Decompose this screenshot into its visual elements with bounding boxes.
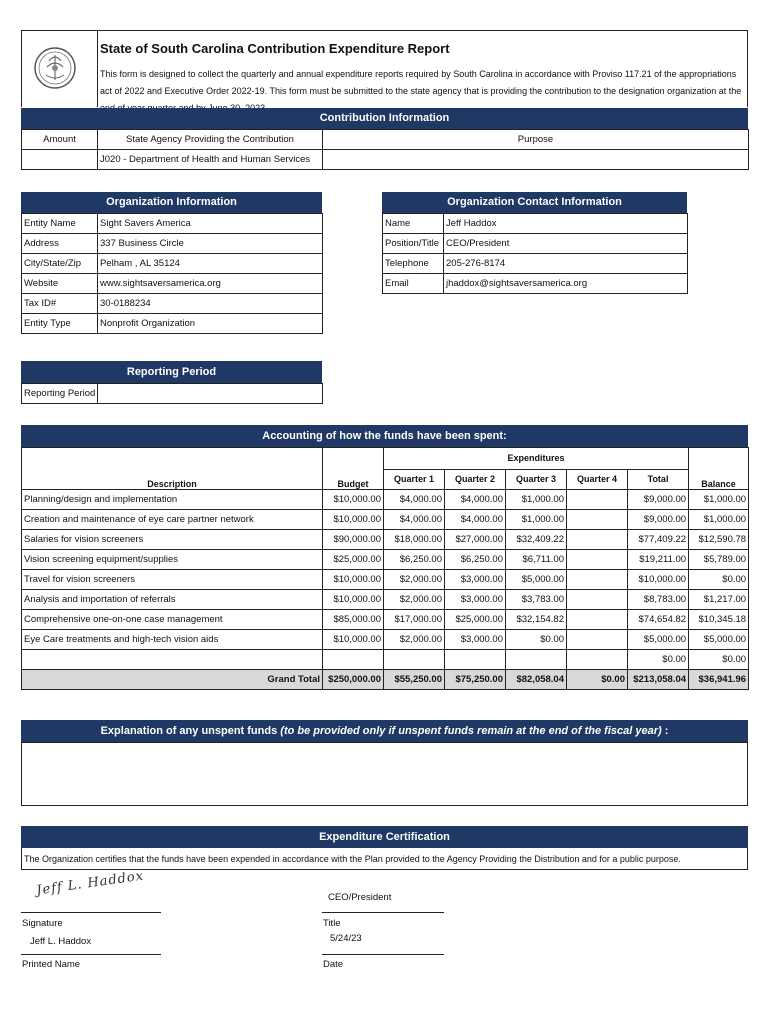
cell-total[interactable]: $19,211.00 bbox=[628, 550, 689, 570]
table-row bbox=[22, 510, 749, 530]
agency-field[interactable]: J020 - Department of Health and Human Services bbox=[98, 150, 323, 170]
contact-row bbox=[383, 214, 688, 234]
org-row bbox=[22, 294, 323, 314]
cell-budget[interactable]: $10,000.00 bbox=[323, 570, 384, 590]
cell-q2[interactable]: $3,000.00 bbox=[445, 590, 506, 610]
cell-total[interactable]: $0.00 bbox=[628, 650, 689, 670]
cell-balance[interactable]: $1,000.00 bbox=[689, 490, 749, 510]
unspent-title-main: Explanation of any unspent funds bbox=[100, 725, 281, 737]
unspent-explanation-field[interactable] bbox=[21, 742, 748, 806]
grand-total-balance: $36,941.96 bbox=[689, 670, 749, 690]
contribution-section-title: Contribution Information bbox=[21, 108, 748, 129]
signature-line bbox=[21, 912, 161, 913]
table-row bbox=[22, 550, 749, 570]
cell-q2[interactable]: $6,250.00 bbox=[445, 550, 506, 570]
date-value[interactable]: 5/24/23 bbox=[330, 933, 362, 944]
cell-balance[interactable]: $1,217.00 bbox=[689, 590, 749, 610]
quarter-1-header: Quarter 1 bbox=[384, 469, 445, 490]
cell-q2[interactable]: $27,000.00 bbox=[445, 530, 506, 550]
printed-name-label: Printed Name bbox=[22, 959, 81, 970]
cell-balance[interactable]: $5,000.00 bbox=[689, 630, 749, 650]
cell-description[interactable]: Travel for vision screeners bbox=[22, 570, 323, 590]
reporting-table bbox=[21, 383, 323, 404]
cell-budget[interactable]: $10,000.00 bbox=[323, 510, 384, 530]
org-row bbox=[22, 314, 323, 334]
cell-q1[interactable]: $6,250.00 bbox=[384, 550, 445, 570]
cell-description[interactable]: Creation and maintenance of eye care partner network bbox=[22, 510, 323, 530]
cell-q4[interactable] bbox=[567, 530, 628, 550]
contact-section-title: Organization Contact Information bbox=[382, 192, 687, 213]
cell-q3[interactable]: $32,154.82 bbox=[506, 610, 567, 630]
cell-budget[interactable]: $85,000.00 bbox=[323, 610, 384, 630]
cell-balance[interactable]: $5,789.00 bbox=[689, 550, 749, 570]
grand-total-label: Grand Total bbox=[22, 670, 323, 690]
org-label: Tax ID# bbox=[22, 294, 98, 314]
report-title: State of South Carolina Contribution Expenditure Report bbox=[100, 41, 450, 56]
entity-type-field[interactable]: Nonprofit Organization bbox=[98, 314, 323, 334]
cell-total[interactable]: $9,000.00 bbox=[628, 490, 689, 510]
cell-q2[interactable]: $3,000.00 bbox=[445, 570, 506, 590]
cell-q3[interactable] bbox=[506, 650, 567, 670]
cell-budget[interactable]: $25,000.00 bbox=[323, 550, 384, 570]
website-field[interactable]: www.sightsaversamerica.org bbox=[98, 274, 323, 294]
contact-row bbox=[383, 254, 688, 274]
cell-total[interactable]: $9,000.00 bbox=[628, 510, 689, 530]
cell-q2[interactable]: $25,000.00 bbox=[445, 610, 506, 630]
org-label: Entity Type bbox=[22, 314, 98, 334]
cell-q2[interactable]: $4,000.00 bbox=[445, 490, 506, 510]
cell-q4[interactable] bbox=[567, 550, 628, 570]
title-label: Title bbox=[323, 918, 341, 929]
printed-name-line bbox=[21, 954, 161, 955]
contribution-table bbox=[21, 129, 749, 170]
organization-section-title: Organization Information bbox=[21, 192, 322, 213]
org-row bbox=[22, 254, 323, 274]
printed-name-value[interactable]: Jeff L. Haddox bbox=[30, 936, 92, 947]
reporting-period-field[interactable] bbox=[98, 384, 323, 404]
purpose-field[interactable] bbox=[323, 150, 749, 170]
cell-description[interactable]: Salaries for vision screeners bbox=[22, 530, 323, 550]
accounting-rows bbox=[22, 490, 749, 670]
city-state-zip-field[interactable]: Pelham , AL 35124 bbox=[98, 254, 323, 274]
org-row bbox=[22, 214, 323, 234]
org-label: Address bbox=[22, 234, 98, 254]
quarter-2-header: Quarter 2 bbox=[445, 469, 506, 490]
grand-total-q4: $0.00 bbox=[567, 670, 628, 690]
accounting-table bbox=[21, 447, 749, 690]
amount-field[interactable] bbox=[22, 150, 98, 170]
org-row bbox=[22, 234, 323, 254]
unspent-title-tail: : bbox=[661, 725, 669, 737]
grand-total-row bbox=[22, 670, 749, 690]
cell-balance[interactable]: $12,590.78 bbox=[689, 530, 749, 550]
signature-image: Jeff L. Haddox bbox=[35, 868, 145, 899]
cell-q4[interactable] bbox=[567, 570, 628, 590]
certification-section-title: Expenditure Certification bbox=[21, 826, 748, 848]
header-divider bbox=[97, 30, 98, 107]
cell-description[interactable]: Vision screening equipment/supplies bbox=[22, 550, 323, 570]
reporting-section-title: Reporting Period bbox=[21, 361, 322, 383]
cell-q4[interactable] bbox=[567, 630, 628, 650]
table-row bbox=[22, 570, 749, 590]
cell-q2[interactable]: $4,000.00 bbox=[445, 510, 506, 530]
table-row bbox=[22, 630, 749, 650]
signature-label: Signature bbox=[22, 918, 63, 929]
cell-q1[interactable]: $2,000.00 bbox=[384, 590, 445, 610]
contact-row bbox=[383, 234, 688, 254]
cell-balance[interactable]: $1,000.00 bbox=[689, 510, 749, 530]
organization-table bbox=[21, 213, 323, 334]
telephone-field[interactable]: 205-276-8174 bbox=[444, 254, 688, 274]
cell-balance[interactable]: $0.00 bbox=[689, 650, 749, 670]
cell-balance[interactable]: $10,345.18 bbox=[689, 610, 749, 630]
state-seal-image bbox=[32, 35, 78, 101]
col-purpose-header: Purpose bbox=[323, 130, 749, 150]
grand-total-q2: $75,250.00 bbox=[445, 670, 506, 690]
table-row bbox=[22, 650, 749, 670]
unspent-section-title bbox=[21, 720, 748, 742]
cell-q1[interactable]: $2,000.00 bbox=[384, 570, 445, 590]
table-row bbox=[22, 610, 749, 630]
address-field[interactable]: 337 Business Circle bbox=[98, 234, 323, 254]
cell-q3[interactable]: $1,000.00 bbox=[506, 510, 567, 530]
cell-budget[interactable]: $10,000.00 bbox=[323, 630, 384, 650]
balance-header: Balance bbox=[689, 448, 749, 490]
cell-description[interactable]: Eye Care treatments and high-tech vision aids bbox=[22, 630, 323, 650]
cell-q1[interactable]: $4,000.00 bbox=[384, 510, 445, 530]
tax-id-field[interactable]: 30-0188234 bbox=[98, 294, 323, 314]
unspent-title-note: (to be provided only if unspent funds remain at the end of the fiscal year) bbox=[280, 725, 662, 737]
cell-q4[interactable] bbox=[567, 650, 628, 670]
cell-q4[interactable] bbox=[567, 510, 628, 530]
cell-q4[interactable] bbox=[567, 590, 628, 610]
cell-q4[interactable] bbox=[567, 490, 628, 510]
reporting-period-label: Reporting Period bbox=[22, 384, 98, 404]
contact-label: Name bbox=[383, 214, 444, 234]
col-agency-header: State Agency Providing the Contribution bbox=[98, 130, 323, 150]
cell-q4[interactable] bbox=[567, 610, 628, 630]
email-field[interactable]: jhaddox@sightsaversamerica.org bbox=[444, 274, 688, 294]
quarter-3-header: Quarter 3 bbox=[506, 469, 567, 490]
description-header: Description bbox=[22, 448, 323, 490]
table-row bbox=[22, 530, 749, 550]
cell-q1[interactable]: $18,000.00 bbox=[384, 530, 445, 550]
contact-label: Email bbox=[383, 274, 444, 294]
cell-q3[interactable]: $6,711.00 bbox=[506, 550, 567, 570]
title-line bbox=[322, 912, 444, 913]
cell-total[interactable]: $8,783.00 bbox=[628, 590, 689, 610]
cell-q1[interactable]: $2,000.00 bbox=[384, 630, 445, 650]
report-header bbox=[21, 30, 748, 107]
cell-q2[interactable] bbox=[445, 650, 506, 670]
grand-total-q3: $82,058.04 bbox=[506, 670, 567, 690]
contact-label: Position/Title bbox=[383, 234, 444, 254]
title-value[interactable]: CEO/President bbox=[328, 892, 392, 903]
cell-q3[interactable]: $0.00 bbox=[506, 630, 567, 650]
cell-q2[interactable]: $3,000.00 bbox=[445, 630, 506, 650]
grand-total-total: $213,058.04 bbox=[628, 670, 689, 690]
cell-description[interactable]: Comprehensive one-on-one case management bbox=[22, 610, 323, 630]
cell-q3[interactable]: $32,409.22 bbox=[506, 530, 567, 550]
org-label: City/State/Zip bbox=[22, 254, 98, 274]
cell-q1[interactable] bbox=[384, 650, 445, 670]
report-description: This form is designed to collect the quarterly and annual expenditure reports required by South Carolina in accordance with Proviso 117.21 of the appropriations act of 2022 and Executive Order 2022-19. This form must be submitted to the state agency that is providing the contribution to the designation organization at the bbox=[100, 69, 742, 96]
contact-table bbox=[382, 213, 688, 294]
certification-statement: The Organization certifies that the funds have been expended in accordance with the Plan provided to the Agency Providing the Distribution and for a public purpose. bbox=[21, 848, 748, 870]
table-row bbox=[22, 490, 749, 510]
contact-title-field[interactable]: CEO/President bbox=[444, 234, 688, 254]
cell-total[interactable]: $5,000.00 bbox=[628, 630, 689, 650]
cell-budget[interactable]: $10,000.00 bbox=[323, 590, 384, 610]
cell-total[interactable]: $10,000.00 bbox=[628, 570, 689, 590]
entity-name-field[interactable]: Sight Savers America bbox=[98, 214, 323, 234]
date-label: Date bbox=[323, 959, 344, 970]
cell-description[interactable] bbox=[22, 650, 323, 670]
org-label: Website bbox=[22, 274, 98, 294]
table-row bbox=[22, 590, 749, 610]
quarter-4-header: Quarter 4 bbox=[567, 469, 628, 490]
cell-balance[interactable]: $0.00 bbox=[689, 570, 749, 590]
cell-q1[interactable]: $17,000.00 bbox=[384, 610, 445, 630]
col-amount-header: Amount bbox=[22, 130, 98, 150]
cell-budget[interactable]: $90,000.00 bbox=[323, 530, 384, 550]
cell-q3[interactable]: $1,000.00 bbox=[506, 490, 567, 510]
budget-header: Budget bbox=[323, 448, 384, 490]
date-line bbox=[322, 954, 444, 955]
total-header: Total bbox=[628, 469, 689, 490]
expenditures-header: Expenditures bbox=[384, 448, 689, 470]
cell-budget[interactable]: $10,000.00 bbox=[323, 490, 384, 510]
cell-total[interactable]: $74,654.82 bbox=[628, 610, 689, 630]
contact-name-field[interactable]: Jeff Haddox bbox=[444, 214, 688, 234]
contact-label: Telephone bbox=[383, 254, 444, 274]
cell-budget[interactable] bbox=[323, 650, 384, 670]
grand-total-budget: $250,000.00 bbox=[323, 670, 384, 690]
cell-total[interactable]: $77,409.22 bbox=[628, 530, 689, 550]
cell-q3[interactable]: $3,783.00 bbox=[506, 590, 567, 610]
org-label: Entity Name bbox=[22, 214, 98, 234]
cell-q1[interactable]: $4,000.00 bbox=[384, 490, 445, 510]
org-row bbox=[22, 274, 323, 294]
state-seal-icon bbox=[32, 35, 78, 101]
accounting-section-title: Accounting of how the funds have been spent: bbox=[21, 425, 748, 447]
cell-description[interactable]: Analysis and importation of referrals bbox=[22, 590, 323, 610]
cell-description[interactable]: Planning/design and implementation bbox=[22, 490, 323, 510]
cell-q3[interactable]: $5,000.00 bbox=[506, 570, 567, 590]
contact-row bbox=[383, 274, 688, 294]
grand-total-q1: $55,250.00 bbox=[384, 670, 445, 690]
